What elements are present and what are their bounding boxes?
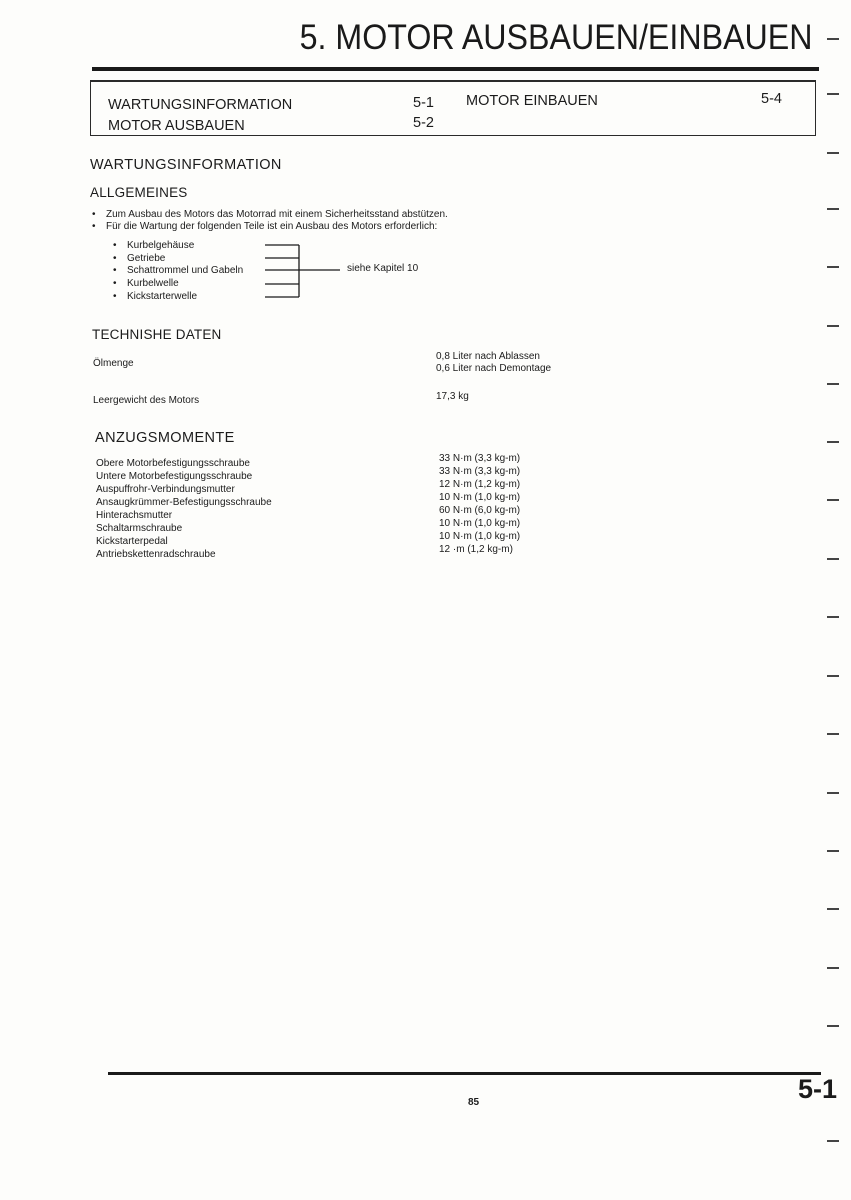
torque-value: 60 N·m (6,0 kg-m) [439,505,521,516]
margin-tick [827,441,839,443]
page-code: 5-1 [797,1074,837,1104]
part-item: • Schattrommel und Gabeln [127,265,243,278]
torque-value: 12 N·m (1,2 kg-m) [439,479,521,490]
part-item: • Getriebe [127,253,165,266]
margin-tick [827,1140,839,1142]
margin-tick [827,792,839,794]
margin-tick [827,499,839,501]
torque-heading: ANZUGSMOMENTE [95,430,235,446]
torque-value: 10 N·m (1,0 kg-m) [439,518,521,529]
margin-tick [827,266,839,268]
torque-value: 10 N·m (1,0 kg-m) [439,492,521,503]
margin-tick [827,616,839,618]
parts-bracket [0,0,851,320]
part-item: • Kurbelwelle [127,278,179,291]
margin-tick [827,1025,839,1027]
margin-tick [827,152,839,154]
torque-label: Obere Motorbefestigungsschraube [96,458,250,469]
margin-tick [827,675,839,677]
torque-label: Antriebskettenradschraube [96,549,216,560]
torque-labels [96,459,272,560]
toc-item-label[interactable]: MOTOR EINBAUEN [466,93,598,109]
torque-value: 10 N·m (1,0 kg-m) [439,531,521,542]
toc-item-page: 5-2 [413,115,434,131]
oil-value: 0,6 Liter nach Demontage [436,363,552,374]
margin-tick [827,38,839,40]
torque-label: Schaltarmschraube [96,523,183,534]
oil-label: Ölmenge [93,358,134,369]
footer-rule [108,1072,821,1075]
general-heading: ALLGEMEINES [90,185,188,200]
torque-value: 33 N·m (3,3 kg-m) [439,466,521,477]
margin-tick [827,383,839,385]
margin-tick [827,93,839,95]
chapter-reference: siehe Kapitel 10 [347,263,419,274]
margin-tick [827,208,839,210]
general-bullet: • Für die Wartung der folgenden Teile ist ein Ausbau des Motors erforderlich: [106,221,437,234]
weight-value: 17,3 kg [436,391,469,402]
specs-heading: TECHNISHE DATEN [92,327,222,342]
section-title: WARTUNGSINFORMATION [90,157,282,173]
margin-tick [827,967,839,969]
torque-value: 12 ·m (1,2 kg-m) [439,544,513,555]
toc-item-page: 5-4 [761,91,782,107]
torque-value: 33 N·m (3,3 kg-m) [439,453,521,464]
chapter-title: 5. MOTOR AUSBAUEN/EINBAUEN [300,18,813,57]
margin-tick [827,558,839,560]
part-item: • Kurbelgehäuse [127,240,194,253]
part-item: • Kickstarterwelle [127,291,197,304]
margin-tick [827,733,839,735]
torque-label: Auspuffrohr-Verbindungsmutter [96,484,235,495]
torque-label: Ansaugkrümmer-Befestigungsschraube [96,497,272,508]
margin-tick [827,908,839,910]
margin-tick [827,325,839,327]
weight-label: Leergewicht des Motors [93,395,200,406]
toc-item-label[interactable]: WARTUNGSINFORMATION [108,97,293,113]
general-bullet: • Zum Ausbau des Motors das Motorrad mit einem Sicherheitsstand abstützen. [106,209,448,222]
page-number: 85 [468,1097,480,1108]
torque-label: Kickstarterpedal [96,536,168,547]
torque-label: Untere Motorbefestigungsschraube [96,471,253,482]
torque-values [439,454,520,555]
torque-label: Hinterachsmutter [96,510,173,521]
oil-value: 0,8 Liter nach Ablassen [436,351,540,362]
toc-item-label[interactable]: MOTOR AUSBAUEN [108,118,245,134]
toc-item-page: 5-1 [413,95,434,111]
margin-tick [827,850,839,852]
